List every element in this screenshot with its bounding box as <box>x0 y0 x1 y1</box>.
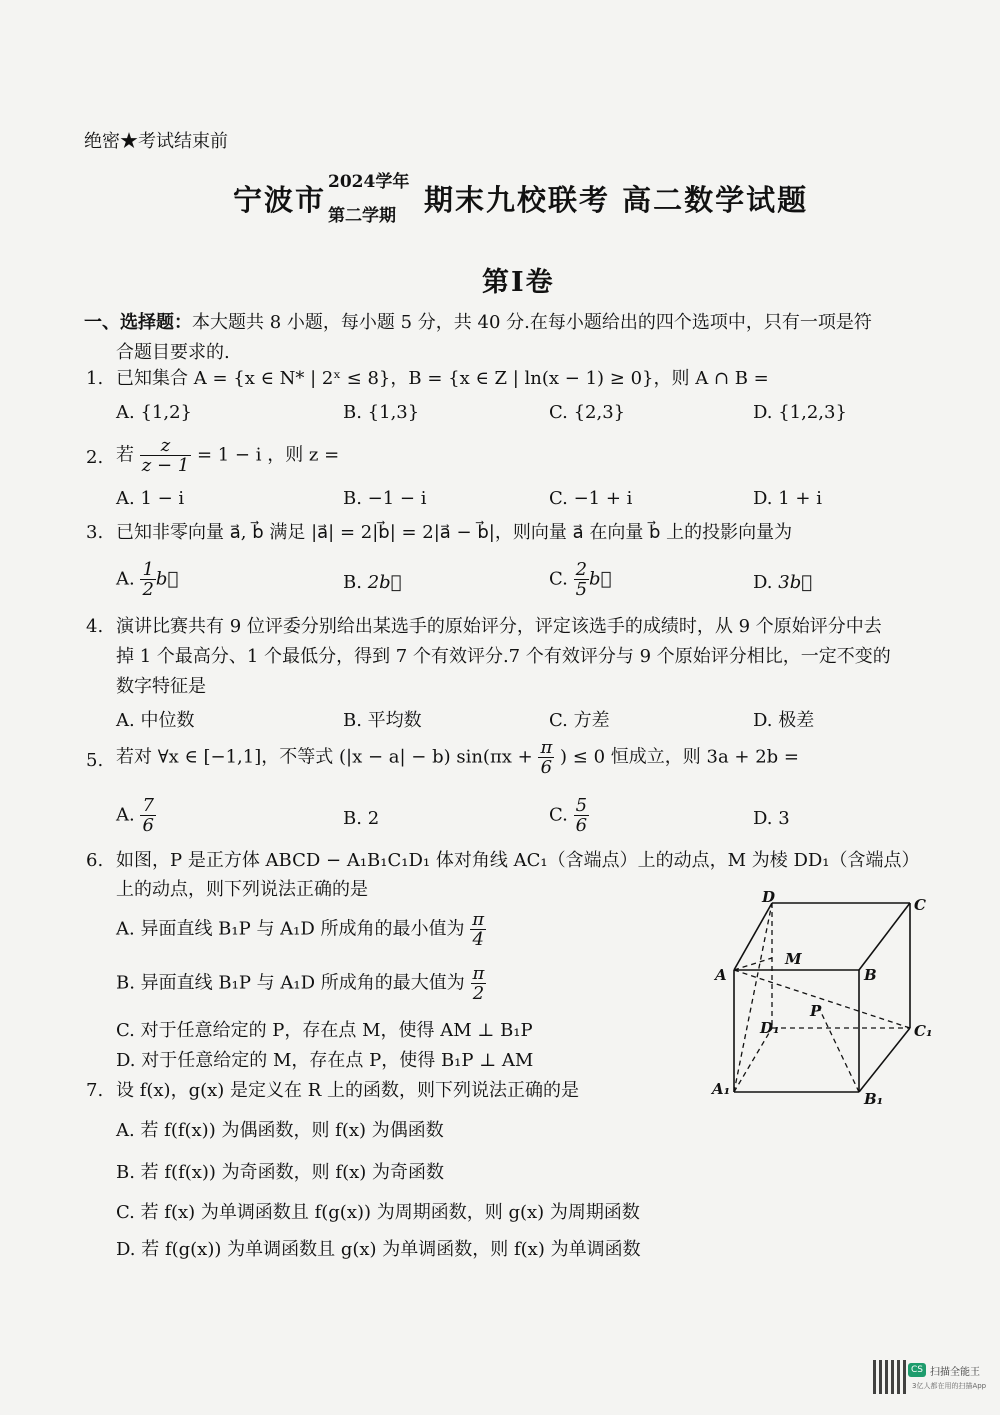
q4-stem-3: 数字特征是 <box>116 676 206 697</box>
segment-b1p <box>818 1006 859 1092</box>
q5-stem-post: ) ≤ 0 恒成立，则 3a + 2b = <box>560 746 799 768</box>
section-heading <box>84 308 872 334</box>
q5-option-d <box>753 808 790 829</box>
q6-option-a <box>116 910 486 949</box>
q5-option-b <box>343 808 379 829</box>
q5-label-d: D. <box>753 808 773 829</box>
q4-stem-1: 演讲比赛共有 9 位评委分别给出某选手的原始评分，评定该选手的成绩时，从 9 个原始评分中去 <box>116 616 882 637</box>
q3-a-fraction <box>140 560 155 599</box>
q6-option-b <box>116 964 486 1003</box>
label-b1: B₁ <box>864 1090 884 1108</box>
q3-c-den: 5 <box>575 579 588 600</box>
title-semester: 第二学期 <box>328 206 396 226</box>
label-c: C <box>914 896 926 914</box>
label-a1: A₁ <box>712 1080 731 1098</box>
q6-a-num: π <box>472 909 485 930</box>
title-year: 2024学年 <box>328 172 410 192</box>
q6-b-text: B. 异面直线 B₁P 与 A₁D 所成角的最大值为 <box>116 972 465 994</box>
q3-label-c: C. <box>549 568 568 590</box>
q1-option-a: A. {1,2} <box>116 402 192 423</box>
q5-label-c: C. <box>549 804 568 826</box>
q5-option-a <box>116 796 156 835</box>
q5-stem-pre: 若对 ∀x ∈ [−1,1]，不等式 (|x − a| − b) sin(πx + <box>116 746 533 768</box>
section-label: 一、选择题： <box>84 312 192 333</box>
qr-code-icon <box>873 1360 907 1394</box>
q3-option-a <box>116 560 178 599</box>
segment-a1d <box>734 903 772 1092</box>
q1-number: 1. <box>86 368 104 389</box>
q6-stem-2: 上的动点，则下列说法正确的是 <box>116 879 368 900</box>
q2-option-c: C. −1 + i <box>549 488 633 509</box>
q1-stem: 已知集合 A = {x ∈ N* | 2ˣ ≤ 8}，B = {x ∈ Z | ln(x − 1) ≥ 0}，则 A ∩ B = <box>116 368 769 389</box>
q5-stem <box>116 738 799 777</box>
confidential-note: 绝密★考试结束前 <box>84 131 228 152</box>
q3-a-num: 1 <box>142 559 154 580</box>
q7-stem: 设 f(x)，g(x) 是定义在 R 上的函数，则下列说法正确的是 <box>116 1080 580 1101</box>
q6-b-fraction <box>471 964 487 1003</box>
edge-cb <box>859 903 910 970</box>
q5-label-a: A. <box>116 804 135 826</box>
camscanner-tagline: 3亿人都在用的扫描App <box>912 1382 987 1390</box>
q7-number: 7. <box>86 1080 104 1101</box>
q3-label-a: A. <box>116 568 135 590</box>
q6-a-den: 4 <box>472 929 484 950</box>
camscanner-brand: 扫描全能王 <box>930 1367 980 1378</box>
q2-number: 2. <box>86 447 104 468</box>
q2-stem <box>116 436 339 475</box>
q5-c-den: 6 <box>575 815 588 836</box>
q5-fraction <box>538 738 554 777</box>
q1-option-d: D. {1,2,3} <box>753 402 847 423</box>
q5-a-num: 7 <box>142 795 154 816</box>
q5-option-c <box>549 796 589 835</box>
q5-d-value: 3 <box>778 808 790 829</box>
q6-b-den: 2 <box>472 983 485 1004</box>
q3-label-d: D. <box>753 572 773 593</box>
q2-stem-pre: 若 <box>116 444 134 466</box>
title-city: 宁波市 <box>233 183 327 217</box>
section-intro-1: 本大题共 8 小题，每小题 5 分，共 40 分.在每小题给出的四个选项中，只有一项是符 <box>192 312 872 333</box>
q2-option-b: B. −1 − i <box>343 488 427 509</box>
edge-ad <box>734 903 772 970</box>
q5-c-num: 5 <box>575 795 588 816</box>
label-d1: D₁ <box>760 1019 780 1037</box>
q4-option-c: C. 方差 <box>549 710 610 731</box>
q4-option-a: A. 中位数 <box>116 710 195 731</box>
label-c1: C₁ <box>914 1022 933 1040</box>
volume-heading: 第I卷 <box>482 267 555 298</box>
q3-option-b <box>343 572 401 593</box>
q3-a-den: 2 <box>142 579 154 600</box>
q5-number: 5. <box>86 750 104 771</box>
q4-option-b: B. 平均数 <box>343 710 422 731</box>
q7-option-d: D. 若 f(g(x)) 为单调函数且 g(x) 为单调函数，则 f(x) 为单调函数 <box>116 1239 641 1260</box>
q5-frac-num: π <box>540 737 553 758</box>
label-p: P <box>810 1002 822 1020</box>
q3-option-d <box>753 572 812 593</box>
edge-c1b1 <box>859 1028 910 1092</box>
q2-fraction <box>140 436 191 475</box>
q3-stem: 已知非零向量 a⃗, b⃗ 满足 |a⃗| = 2|b⃗| = 2|a⃗ − b⃗|，则向量 a⃗ 在向量 b⃗ 上的投影向量为 <box>116 522 793 543</box>
q5-a-fraction <box>140 796 155 835</box>
q6-b-num: π <box>472 963 485 984</box>
q4-stem-2: 掉 1 个最高分、1 个最低分，得到 7 个有效评分.7 个有效评分与 9 个原始评分相比，一定不变的 <box>116 646 891 667</box>
cube-figure <box>708 888 942 1110</box>
q6-a-text: A. 异面直线 B₁P 与 A₁D 所成角的最小值为 <box>116 918 465 940</box>
q7-option-c: C. 若 f(x) 为单调函数且 f(g(x)) 为周期函数，则 g(x) 为周期函数 <box>116 1202 640 1223</box>
q2-option-d: D. 1 + i <box>753 488 822 509</box>
q1-option-b: B. {1,3} <box>343 402 420 423</box>
q3-label-b: B. <box>343 572 362 593</box>
q7-option-b: B. 若 f(f(x)) 为奇函数，则 f(x) 为奇函数 <box>116 1162 444 1183</box>
q7-option-a: A. 若 f(f(x)) 为偶函数，则 f(x) 为偶函数 <box>116 1120 444 1141</box>
section-intro-2: 合题目要求的. <box>116 342 230 363</box>
q3-c-tail: b⃗ <box>589 568 612 590</box>
q2-option-a: A. 1 − i <box>116 488 185 509</box>
q3-d-value: 3b⃗ <box>778 572 813 593</box>
q2-stem-post: = 1 − i ，则 z = <box>196 444 340 466</box>
q3-b-value: 2b⃗ <box>367 572 402 593</box>
q5-a-den: 6 <box>142 815 154 836</box>
label-a: A <box>715 966 727 984</box>
q3-c-num: 2 <box>575 559 588 580</box>
label-b: B <box>864 966 877 984</box>
q5-frac-den: 6 <box>540 757 553 778</box>
q6-option-c: C. 对于任意给定的 P，存在点 M，使得 AM ⊥ B₁P <box>116 1020 533 1041</box>
q4-option-d: D. 极差 <box>753 710 815 731</box>
edge-a1d1 <box>734 1028 772 1092</box>
title-main: 期末九校联考 高二数学试题 <box>424 183 809 217</box>
q3-option-c <box>549 560 611 599</box>
q6-number: 6. <box>86 850 104 871</box>
q3-a-tail: b⃗ <box>155 568 179 590</box>
q2-frac-num: z <box>140 436 191 456</box>
q5-b-value: 2 <box>367 808 380 829</box>
camscanner-badge: CS <box>908 1363 926 1377</box>
q3-number: 3. <box>86 522 104 543</box>
q1-option-c: C. {2,3} <box>549 402 626 423</box>
q5-c-fraction <box>574 796 589 835</box>
q4-number: 4. <box>86 616 104 637</box>
q6-a-fraction <box>470 910 486 949</box>
q5-label-b: B. <box>343 808 362 829</box>
label-d: D <box>762 888 776 906</box>
q6-stem-1: 如图，P 是正方体 ABCD − A₁B₁C₁D₁ 体对角线 AC₁（含端点）上的动点，M 为棱 DD₁（含端点） <box>116 850 920 871</box>
q6-option-d: D. 对于任意给定的 M，存在点 P，使得 B₁P ⊥ AM <box>116 1050 534 1071</box>
q3-c-fraction <box>574 560 589 599</box>
label-m: M <box>785 950 802 968</box>
q2-frac-den: z − 1 <box>141 455 190 476</box>
